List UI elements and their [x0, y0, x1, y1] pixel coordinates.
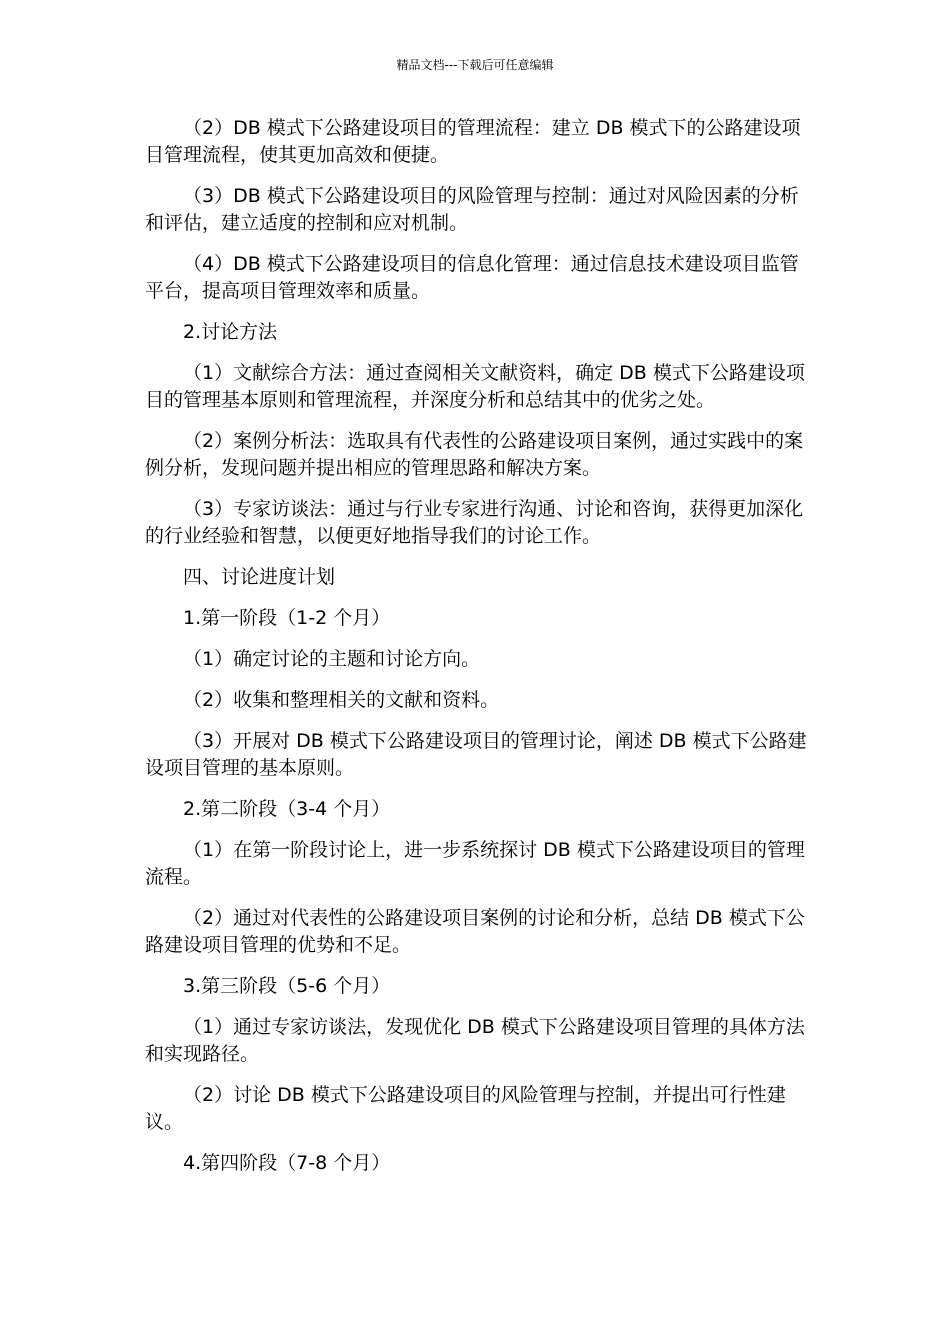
document-body	[145, 115, 810, 1191]
paragraph-informatization: （4）DB 模式下公路建设项目的信息化管理：通过信息技术建设项目监管平台，提高项目管理效率和质量。	[145, 253, 799, 302]
stage2-item-1: （1）在第一阶段讨论上，进一步系统探讨 DB 模式下公路建设项目的管理流程。	[145, 839, 805, 888]
stage-heading-3: 3.第三阶段（5-6 个月）	[183, 975, 391, 997]
stage1-item-1: （1）确定讨论的主题和讨论方向。	[183, 648, 481, 670]
stage-heading-4: 4.第四阶段（7-8 个月）	[183, 1152, 391, 1174]
stage1-item-3: （3）开展对 DB 模式下公路建设项目的管理讨论，阐述 DB 模式下公路建设项目管理的基本原则。	[145, 730, 807, 779]
section-heading-methods: 2.讨论方法	[183, 321, 278, 343]
stage-heading-2: 2.第二阶段（3-4 个月）	[183, 798, 391, 820]
stage3-item-2: （2）讨论 DB 模式下公路建设项目的风险管理与控制，并提出可行性建议。	[145, 1084, 786, 1133]
stage3-item-1: （1）通过专家访谈法，发现优化 DB 模式下公路建设项目管理的具体方法和实现路径。	[145, 1016, 805, 1065]
section-heading-schedule: 四、讨论进度计划	[183, 566, 336, 588]
paragraph-case-analysis: （2）案例分析法：选取具有代表性的公路建设项目案例，通过实践中的案例分析，发现问题并提出相应的管理思路和解决方案。	[145, 430, 804, 479]
paragraph-management-process: （2）DB 模式下公路建设项目的管理流程：建立 DB 模式下的公路建设项目管理流程，使其更加高效和便捷。	[145, 117, 801, 166]
stage1-item-2: （2）收集和整理相关的文献和资料。	[183, 689, 500, 711]
paragraph-expert-interview: （3）专家访谈法：通过与行业专家进行沟通、讨论和咨询，获得更加深化的行业经验和智慧，以便更好地指导我们的讨论工作。	[145, 498, 804, 547]
stage2-item-2: （2）通过对代表性的公路建设项目案例的讨论和分析，总结 DB 模式下公路建设项目管理的优势和不足。	[145, 907, 805, 956]
paragraph-literature-method: （1）文献综合方法：通过查阅相关文献资料，确定 DB 模式下公路建设项目的管理基本原则和管理流程，并深度分析和总结其中的优劣之处。	[145, 362, 805, 411]
stage-heading-1: 1.第一阶段（1-2 个月）	[183, 607, 391, 629]
page-header: 精品文档---下载后可任意编辑	[396, 58, 554, 72]
paragraph-risk-management: （3）DB 模式下公路建设项目的风险管理与控制：通过对风险因素的分析和评估，建立适度的控制和应对机制。	[145, 185, 799, 234]
